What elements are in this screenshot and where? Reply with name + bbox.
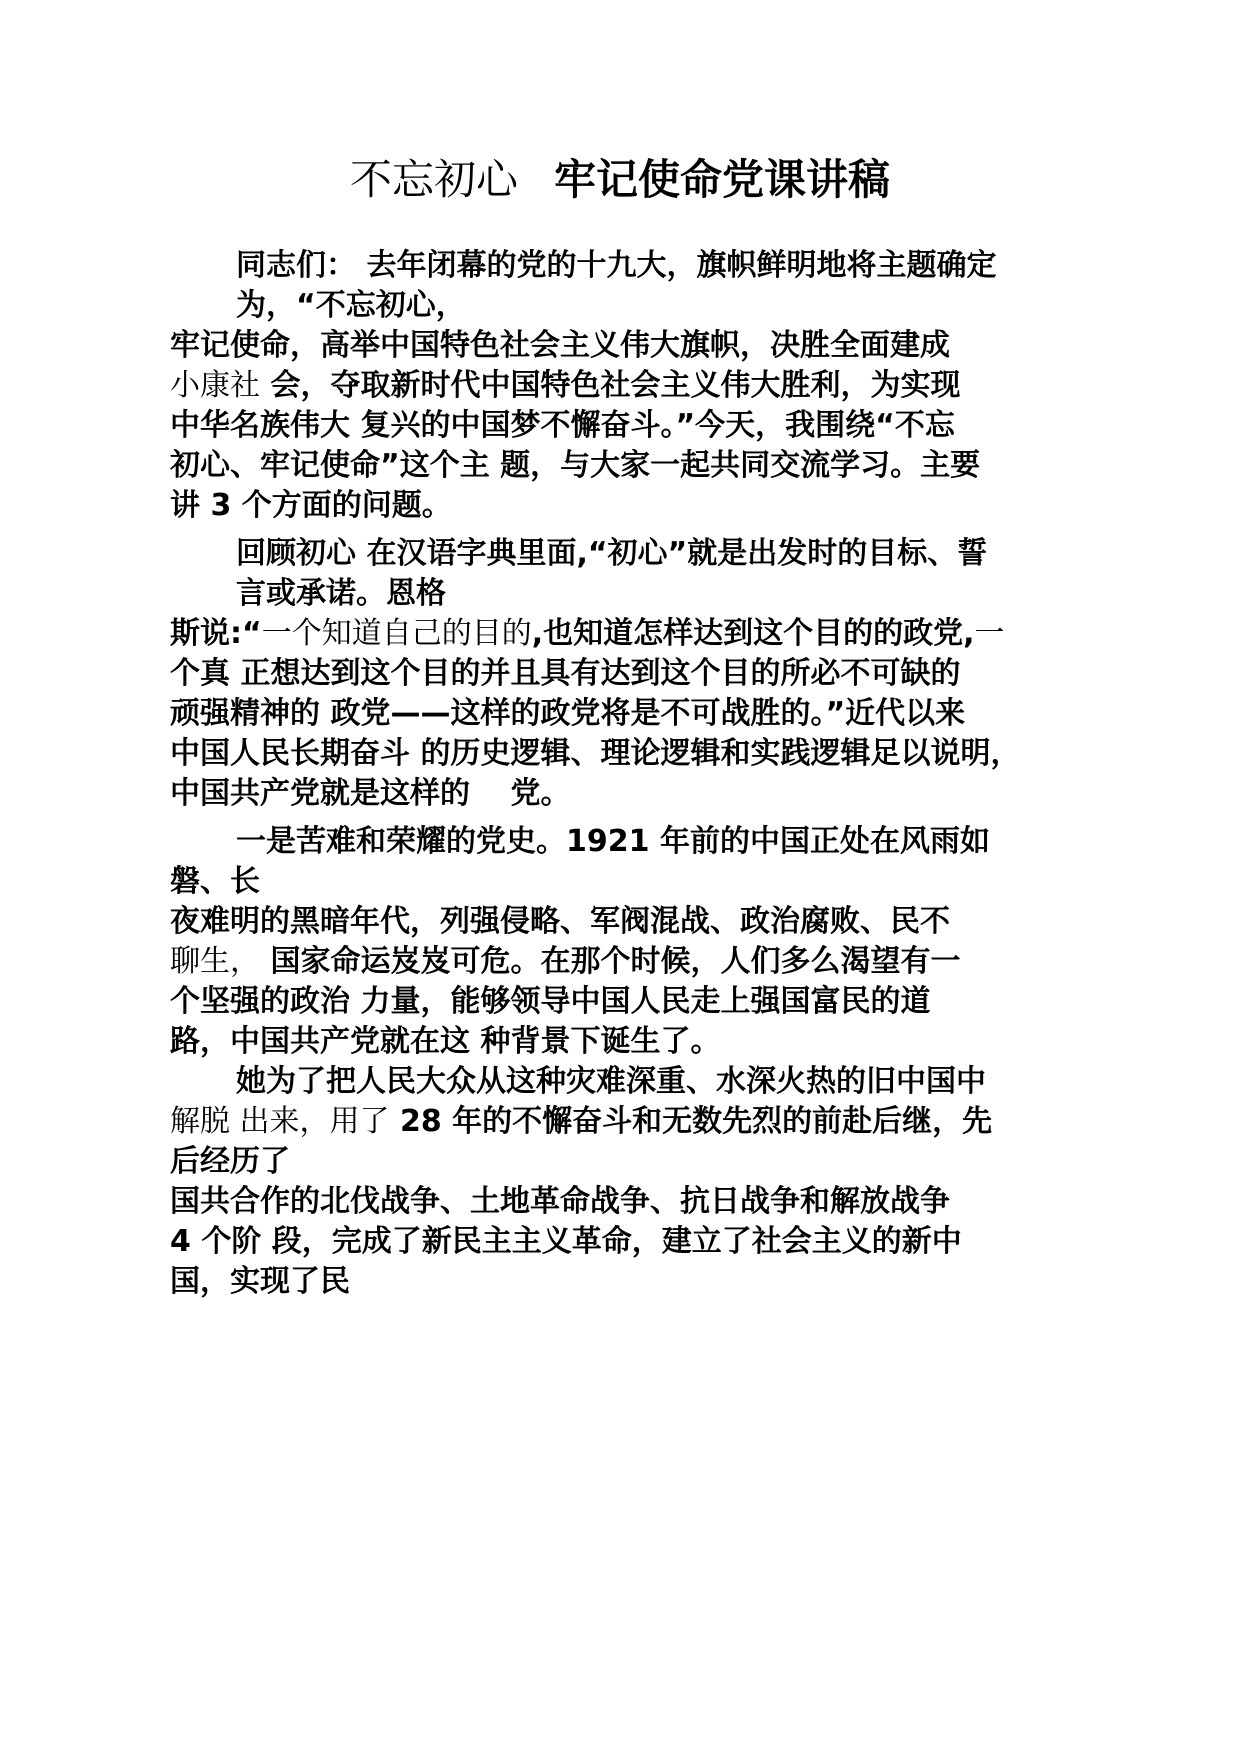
text-run: 回顾初心 在汉语字典里面,“初心”就是出发时的目标、誓 <box>236 536 988 571</box>
text-run-light: 一 <box>974 616 1005 651</box>
text-line <box>170 1062 1090 1102</box>
text-line <box>170 982 1090 1022</box>
text-line <box>170 366 1090 406</box>
text-run-light: 一个知道自己的目的 <box>261 616 532 651</box>
text-line <box>170 1222 1090 1262</box>
text-line <box>170 1022 1090 1062</box>
text-line <box>170 734 1090 774</box>
text-run: 初心、牢记使命”这个主 题，与大家一起共同交流学习。主要 <box>170 448 981 483</box>
text-run: 讲 3 个方面的问题。 <box>170 488 452 523</box>
text-run: 国共合作的北伐战争、土地革命战争、抗日战争和解放战争 <box>170 1184 950 1219</box>
document-title <box>0 150 1240 210</box>
text-run-light: 聊生， <box>170 944 260 979</box>
text-line <box>170 822 1090 862</box>
text-run: 28 年的不懈奋斗和无数先烈的前赴后继，先 <box>389 1104 993 1139</box>
text-run: 同志们： 去年闭幕的党的十九大，旗帜鲜明地将主题确定 <box>236 248 997 283</box>
title-part-1: 不忘初心 <box>349 155 518 204</box>
text-run: 会，夺取新时代中国特色社会主义伟大胜利，为实现 <box>260 368 961 403</box>
text-line <box>170 1142 1090 1182</box>
text-run: 中国人民长期奋斗 的历史逻辑、理论逻辑和实践逻辑足以说明， <box>170 736 1021 771</box>
text-run: 牢记使命，高举中国特色社会主义伟大旗帜，决胜全面建成 <box>170 328 950 363</box>
text-line <box>170 1102 1090 1142</box>
text-line <box>170 862 1090 902</box>
text-run: 4 个阶 段，完成了新民主主义革命，建立了社会主义的新中 <box>170 1224 962 1259</box>
text-run: 个真 正想达到这个目的并且具有达到这个目的所必不可缺的 <box>170 656 961 691</box>
text-run: 个坚强的政治 力量，能够领导中国人民走上强国富民的道 <box>170 984 931 1019</box>
text-run: 国，实现了民 <box>170 1264 350 1299</box>
text-run: 中华名族伟大 复兴的中国梦不懈奋斗。”今天，我围绕“不忘 <box>170 408 955 443</box>
text-run: 夜难明的黑暗年代，列强侵略、军阀混战、政治腐败、民不 <box>170 904 950 939</box>
text-line <box>170 246 1090 286</box>
text-run: 后经历了 <box>170 1144 290 1179</box>
text-run-light: 解脱 出来，用了 <box>170 1104 390 1139</box>
text-run: ,也知道怎样达到这个目的的政党, <box>531 616 975 651</box>
text-run: 路，中国共产党就在这 种背景下诞生了。 <box>170 1024 721 1059</box>
text-line <box>170 774 1090 814</box>
text-run: 为，“不忘初心， <box>236 288 466 323</box>
text-line <box>170 694 1090 734</box>
text-line <box>170 486 1090 526</box>
text-line <box>170 534 1090 574</box>
text-run: 磐、长 <box>170 864 260 899</box>
text-line <box>170 942 1090 982</box>
text-run-light: 小康社 <box>170 368 260 403</box>
document-body <box>170 246 1090 1302</box>
text-line <box>170 574 1090 614</box>
text-line <box>170 1182 1090 1222</box>
text-run: 一是苦难和荣耀的党史。1921 年前的中国正处在风雨如 <box>236 824 990 859</box>
text-line <box>170 614 1090 654</box>
text-line <box>170 1262 1090 1302</box>
text-line <box>170 446 1090 486</box>
text-run: 国家命运岌岌可危。在那个时候，人们多么渴望有一 <box>260 944 961 979</box>
text-line <box>170 326 1090 366</box>
text-line <box>170 902 1090 942</box>
text-run: 中国共产党就是这样的 党。 <box>170 776 571 811</box>
text-line <box>170 654 1090 694</box>
text-run: 言或承诺。恩格 <box>236 576 446 611</box>
text-run: 斯说:“ <box>170 616 262 651</box>
text-line <box>170 286 1090 326</box>
text-line <box>170 406 1090 446</box>
text-run: 顽强精神的 政党——这样的政党将是不可战胜的。”近代以来 <box>170 696 966 731</box>
text-run: 她为了把人民大众从这种灾难深重、水深火热的旧中国中 <box>236 1064 986 1099</box>
title-part-2: 牢记使命党课讲稿 <box>554 155 891 204</box>
